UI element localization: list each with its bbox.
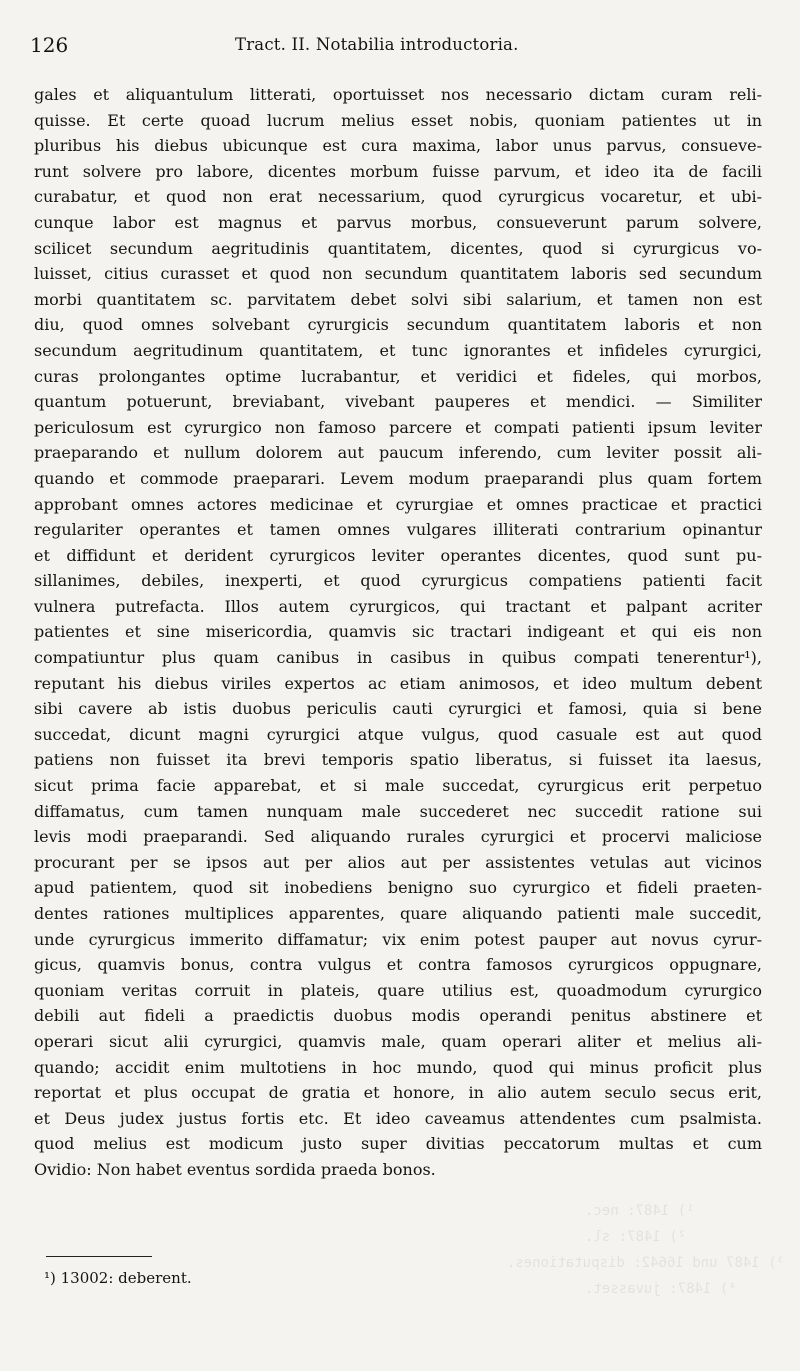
text-line: quantum potuerunt, breviabant, vivebant pauperes et mendici. — Similiter: [34, 392, 762, 412]
text-line: reputant his diebus viriles expertos ac etiam animosos, et ideo multum debent: [34, 673, 762, 693]
bleed-through-line: ⁴) 1487: juvasset.: [585, 1281, 737, 1297]
footnote-rule: [46, 1256, 152, 1257]
bleed-through-line: ¹) 1487: nec.: [585, 1203, 695, 1219]
text-line: praeparando et nullum dolorem aut paucum inferendo, cum leviter possit ali-: [34, 443, 762, 463]
text-line: cunque labor est magnus et parvus morbus, consueverunt parum solvere,: [34, 212, 762, 232]
text-line-last: Ovidio: Non habet eventus sordida praeda bonos.: [34, 1159, 436, 1179]
text-line: curabatur, et quod non erat necessarium, quod cyrurgicus vocaretur, et ubi-: [34, 187, 762, 207]
text-line: gales et aliquantulum litterati, oportuisset nos necessario dictam curam reli-: [34, 85, 762, 104]
text-line: diffamatus, cum tamen nunquam male succederet nec succedit ratione sui: [34, 801, 762, 821]
text-line: procurant per se ipsos aut per alios aut per assistentes vetulas aut vicinos: [34, 852, 762, 872]
text-line: quisse. Et certe quoad lucrum melius esset nobis, quoniam patientes ut in: [34, 110, 762, 130]
page-header: [30, 30, 766, 64]
text-line: runt solvere pro labore, dicentes morbum fuisse parvum, et ideo ita de facili: [34, 161, 762, 181]
text-line: levis modi praeparandi. Sed aliquando rurales cyrurgici et procervi maliciose: [34, 827, 762, 847]
text-line: et Deus judex justus fortis etc. Et ideo caveamus attendentes cum psalmista.: [34, 1108, 762, 1128]
page-number: 126: [30, 33, 69, 57]
text-line: sicut prima facie apparebat, et si male succedat, cyrurgicus erit perpetuo: [34, 776, 762, 796]
text-line: curas prolongantes optime lucrabantur, et veridici et fideles, qui morbos,: [34, 366, 762, 386]
text-line: quando; accidit enim multotiens in hoc mundo, quod qui minus proficit plus: [34, 1057, 762, 1077]
text-line: scilicet secundum aegritudinis quantitatem, dicentes, quod si cyrurgicus vo-: [34, 238, 762, 258]
text-line: approbant omnes actores medicinae et cyrurgiae et omnes practicae et practici: [34, 494, 762, 514]
text-line: reportat et plus occupat de gratia et honore, in alio autem seculo secus erit,: [34, 1083, 762, 1103]
bleed-through-line: ²) 1487: sl.: [585, 1229, 687, 1245]
text-line: unde cyrurgicus immerito diffamatur; vix enim potest pauper aut novus cyrur-: [34, 929, 762, 949]
text-line: luisset, citius curasset et quod non secundum quantitatem laboris sed secundum: [34, 264, 762, 284]
text-line: morbi quantitatem sc. parvitatem debet solvi sibi salarium, et tamen non est: [34, 289, 762, 309]
text-line: quod melius est modicum justo super divitias peccatorum multas et cum: [34, 1134, 762, 1154]
body-text: [34, 82, 762, 1183]
text-line: et diffidunt et derident cyrurgicos leviter operantes dicentes, quod sunt pu-: [34, 545, 762, 565]
text-line: succedat, dicunt magni cyrurgici atque vulgus, quod casuale est aut quod: [34, 724, 762, 744]
text-line: operari sicut alii cyrurgici, quamvis male, quam operari aliter et melius ali-: [34, 1031, 762, 1051]
text-line: quoniam veritas corruit in plateis, quare utilius est, quoadmodum cyrurgico: [34, 980, 762, 1000]
text-line: diu, quod omnes solvebant cyrurgicis secundum quantitatem laboris et non: [34, 315, 762, 335]
bleed-through-line: ³) 1487 und 16642: disputationes.: [506, 1255, 785, 1271]
text-line: debili aut fideli a praedictis duobus modis operandi penitus abstinere et: [34, 1006, 762, 1026]
text-line: quando et commode praeparari. Levem modum praeparandi plus quam fortem: [34, 468, 762, 488]
text-line: compatiuntur plus quam canibus in casibus in quibus compati tenerentur¹),: [34, 648, 762, 668]
text-line: vulnera putrefacta. Illos autem cyrurgicos, qui tractant et palpant acriter: [34, 596, 762, 616]
running-head: Tract. II. Notabilia introductoria.: [235, 35, 519, 54]
text-line: secundum aegritudinum quantitatem, et tunc ignorantes et infideles cyrurgici,: [34, 340, 762, 360]
text-line: periculosum est cyrurgico non famoso parcere et compati patienti ipsum leviter: [34, 417, 762, 437]
text-line: sillanimes, debiles, inexperti, et quod cyrurgicus compatiens patienti facit: [34, 571, 762, 591]
text-line: dentes rationes multiplices apparentes, quare aliquando patienti male succedit,: [34, 904, 762, 923]
bleed-through-text: [506, 1198, 785, 1302]
text-line: patiens non fuisset ita brevi temporis spatio liberatus, si fuisset ita laesus,: [34, 750, 762, 770]
text-line: sibi cavere ab istis duobus periculis cauti cyrurgici et famosi, quia si bene: [34, 699, 762, 719]
text-line: regulariter operantes et tamen omnes vulgares illiterati contrarium opinantur: [34, 520, 762, 540]
text-line: apud patientem, quod sit inobediens benigno suo cyrurgico et fideli praeten-: [34, 878, 762, 898]
text-line: patientes et sine misericordia, quamvis sic tractari indigeant et qui eis non: [34, 622, 762, 642]
text-line: pluribus his diebus ubicunque est cura maxima, labor unus parvus, consueve-: [34, 136, 762, 156]
text-line: gicus, quamvis bonus, contra vulgus et contra famosos cyrurgicos oppugnare,: [34, 955, 762, 975]
footnote: ¹) 13002: deberent.: [44, 1269, 192, 1287]
